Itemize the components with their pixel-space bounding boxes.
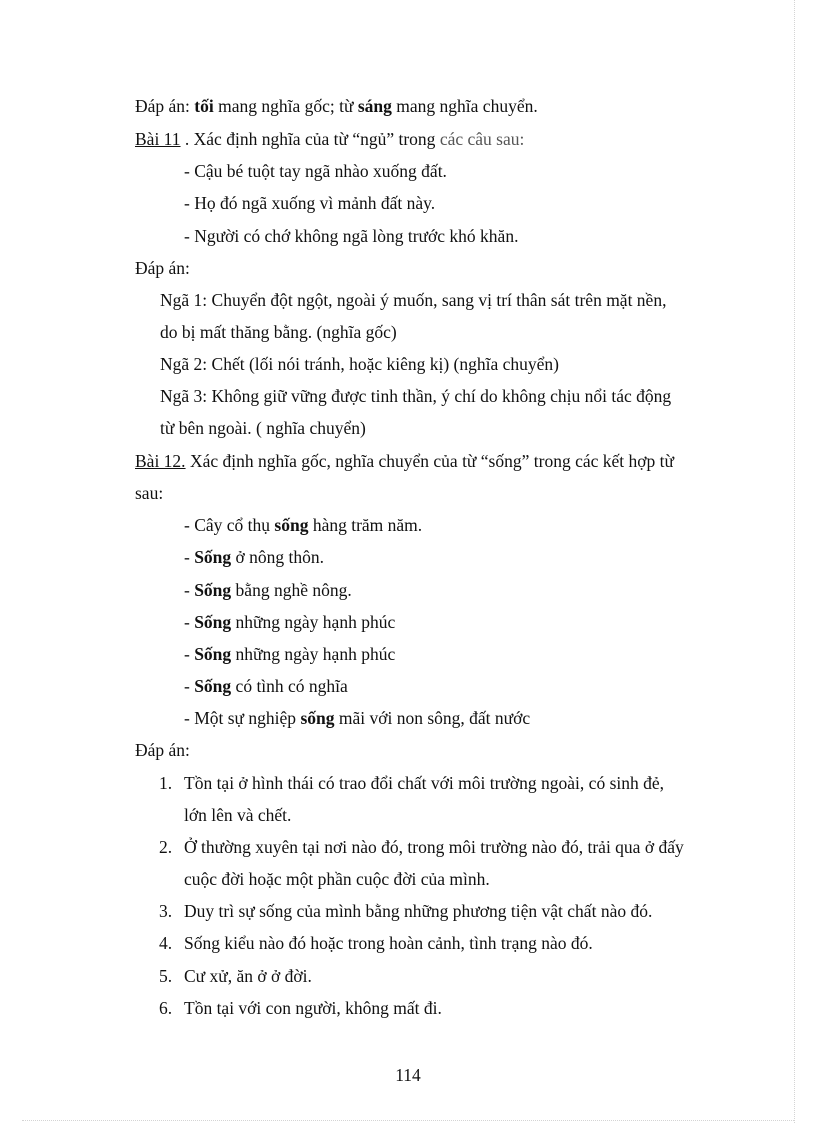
bai11-sentence: - Họ đó ngã xuống vì mảnh đất này. [184,193,436,213]
bai12-answer-item-continued: lớn lên và chết. [184,805,292,825]
answer-top-prefix: Đáp án: [135,96,195,116]
bai11-answer-line: do bị mất thăng bằng. (nghĩa gốc) [160,322,397,342]
bai12-answer-item: 4. Sống kiểu nào đó hoặc trong hoàn cảnh, tình trạng nào đó. [159,933,593,953]
bai11-sentence: - Cậu bé tuột tay ngã nhào xuống đất. [184,161,447,181]
bai12-item: - Sống những ngày hạnh phúc [184,644,396,664]
bai12-item: - Sống ở nông thôn. [184,547,325,567]
bai11-answer-label: Đáp án: [135,258,190,278]
bai12-answer-label: Đáp án: [135,740,190,760]
bai12-answer-item: 1. Tồn tại ở hình thái có trao đổi chất với môi trường ngoài, có sinh đẻ, [159,773,665,793]
bai12-answer-item: 5. Cư xử, ăn ở ở đời. [159,966,312,986]
bai12-item: - Sống những ngày hạnh phúc [184,612,396,632]
bai12-item: - Cây cổ thụ sống hàng trăm năm. [184,515,423,535]
answer-top-mid: mang nghĩa gốc; từ [213,96,358,116]
bai12-answer-item-continued: cuộc đời hoặc một phần cuộc đời của mình. [184,869,490,889]
answer-top-line [135,96,538,116]
page-bottom-rule [22,1120,794,1121]
answer-top-word-sang: sáng [357,96,392,116]
bai12-heading [135,451,674,471]
bai12-answer-item: 6. Tồn tại với con người, không mất đi. [159,998,442,1018]
bai11-label: Bài 11 [135,129,181,149]
bai12-item: - Một sự nghiệp sống mãi với non sông, đất nước [184,708,531,728]
bai11-prompt-tail: các câu sau: [439,129,525,149]
bai11-heading [135,129,524,149]
bai11-answer-line: Ngã 2: Chết (lối nói tránh, hoặc kiêng kị) (nghĩa chuyển) [160,354,559,374]
bai11-answer-line: Ngã 1: Chuyển đột ngột, ngoài ý muốn, sang vị trí thân sát trên mặt nền, [160,290,667,310]
bai12-item: - Sống có tình có nghĩa [184,676,348,696]
bai11-answer-line: từ bên ngoài. ( nghĩa chuyển) [160,418,366,438]
bai11-answer-line: Ngã 3: Không giữ vững được tinh thần, ý chí do không chịu nổi tác động [160,386,672,406]
answer-top-word-toi: tối [194,96,214,116]
bai12-item: - Sống bằng nghề nông. [184,580,352,600]
bai12-label: Bài 12. [135,451,186,471]
bai12-answer-item: 3. Duy trì sự sống của mình bằng những phương tiện vật chất nào đó. [159,901,653,921]
page-number: 114 [395,1065,421,1085]
bai11-prompt: . Xác định nghĩa của từ “ngủ” trong [180,129,440,149]
bai12-prompt: Xác định nghĩa gốc, nghĩa chuyển của từ “sống” trong các kết hợp từ [185,451,674,471]
answer-top-suffix: mang nghĩa chuyển. [391,96,538,116]
bai11-sentence: - Người có chớ không ngã lòng trước khó khăn. [184,226,519,246]
bai12-answer-item: 2. Ở thường xuyên tại nơi nào đó, trong môi trường nào đó, trải qua ở đấy [159,837,684,857]
bai12-prompt-continued: sau: [135,483,164,503]
